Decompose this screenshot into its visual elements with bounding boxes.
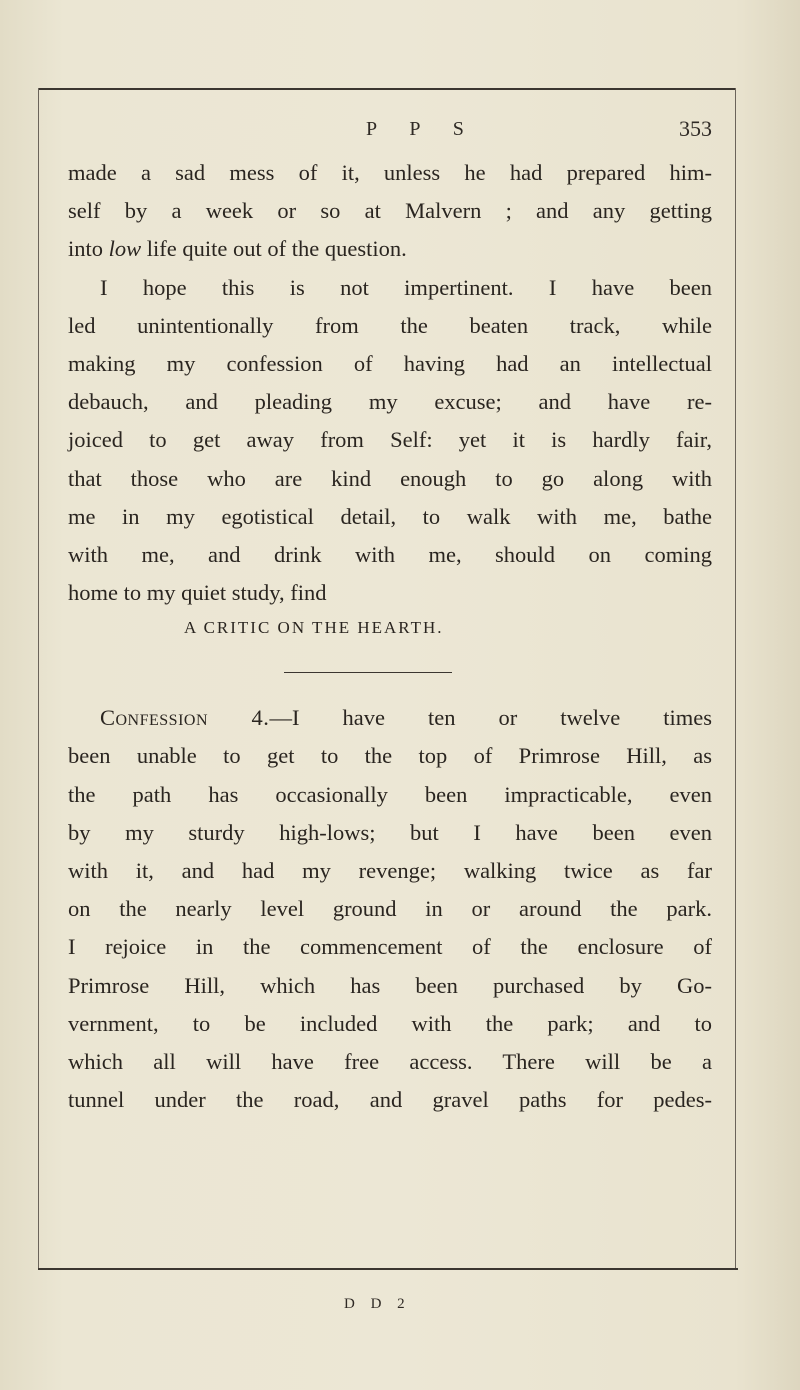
text-line: with me, and drink with me, should on coming [68, 541, 712, 567]
section-divider [284, 672, 452, 673]
text-line: self by a week or so at Malvern ; and any getting [68, 198, 712, 224]
text-line: I rejoice in the commencement of the enclosure of [68, 934, 712, 960]
left-rule [38, 88, 39, 1268]
signature: A CRITIC ON THE HEARTH. [184, 618, 444, 638]
bottom-rule [38, 1268, 738, 1270]
text-line [68, 699, 712, 737]
right-rule [735, 88, 736, 1268]
running-head: P P S [366, 118, 478, 140]
signature-mark: D D 2 [344, 1296, 411, 1312]
text-line: with it, and had my revenge; walking twice as far [68, 858, 712, 883]
text-line: led unintentionally from the beaten track, while [68, 312, 712, 338]
text-line: made a sad mess of it, unless he had prepared him- [68, 160, 712, 185]
text-line: me in my egotistical detail, to walk with me, bathe [68, 503, 712, 529]
confession-heading: Confession 4. [100, 705, 270, 731]
text-span: into [68, 236, 109, 262]
text-span: life quite out of the question. [141, 236, 407, 262]
text-line: the path has occasionally been impracticable, even [68, 781, 712, 807]
text-line: Primrose Hill, which has been purchased by Go- [68, 972, 712, 998]
text-line: been unable to get to the top of Primrose Hill, as [68, 743, 712, 769]
text-line: that those who are kind enough to go along with [68, 465, 712, 491]
text-line [68, 230, 712, 268]
text-line: vernment, to be included with the park; and to [68, 1010, 712, 1036]
text-line: debauch, and pleading my excuse; and have re- [68, 389, 712, 415]
body-text [68, 154, 712, 1119]
page-number: 353 [679, 116, 712, 141]
text-line: joiced to get away from Self: yet it is hardly fair, [68, 427, 712, 453]
italic-word: low [108, 236, 142, 262]
top-rule [38, 88, 736, 90]
text-span: —I have ten or twelve times [269, 705, 712, 731]
text-line: tunnel under the road, and gravel paths for pedes- [68, 1087, 712, 1113]
text-line: making my confession of having had an intellectual [68, 350, 712, 376]
text-line: which all will have free access. There will be a [68, 1048, 712, 1074]
text-line: I hope this is not impertinent. I have been [100, 274, 712, 300]
text-line: on the nearly level ground in or around the park. [68, 896, 712, 922]
text-line: home to my quiet study, find [68, 580, 327, 606]
text-line: by my sturdy high-lows; but I have been even [68, 819, 712, 845]
